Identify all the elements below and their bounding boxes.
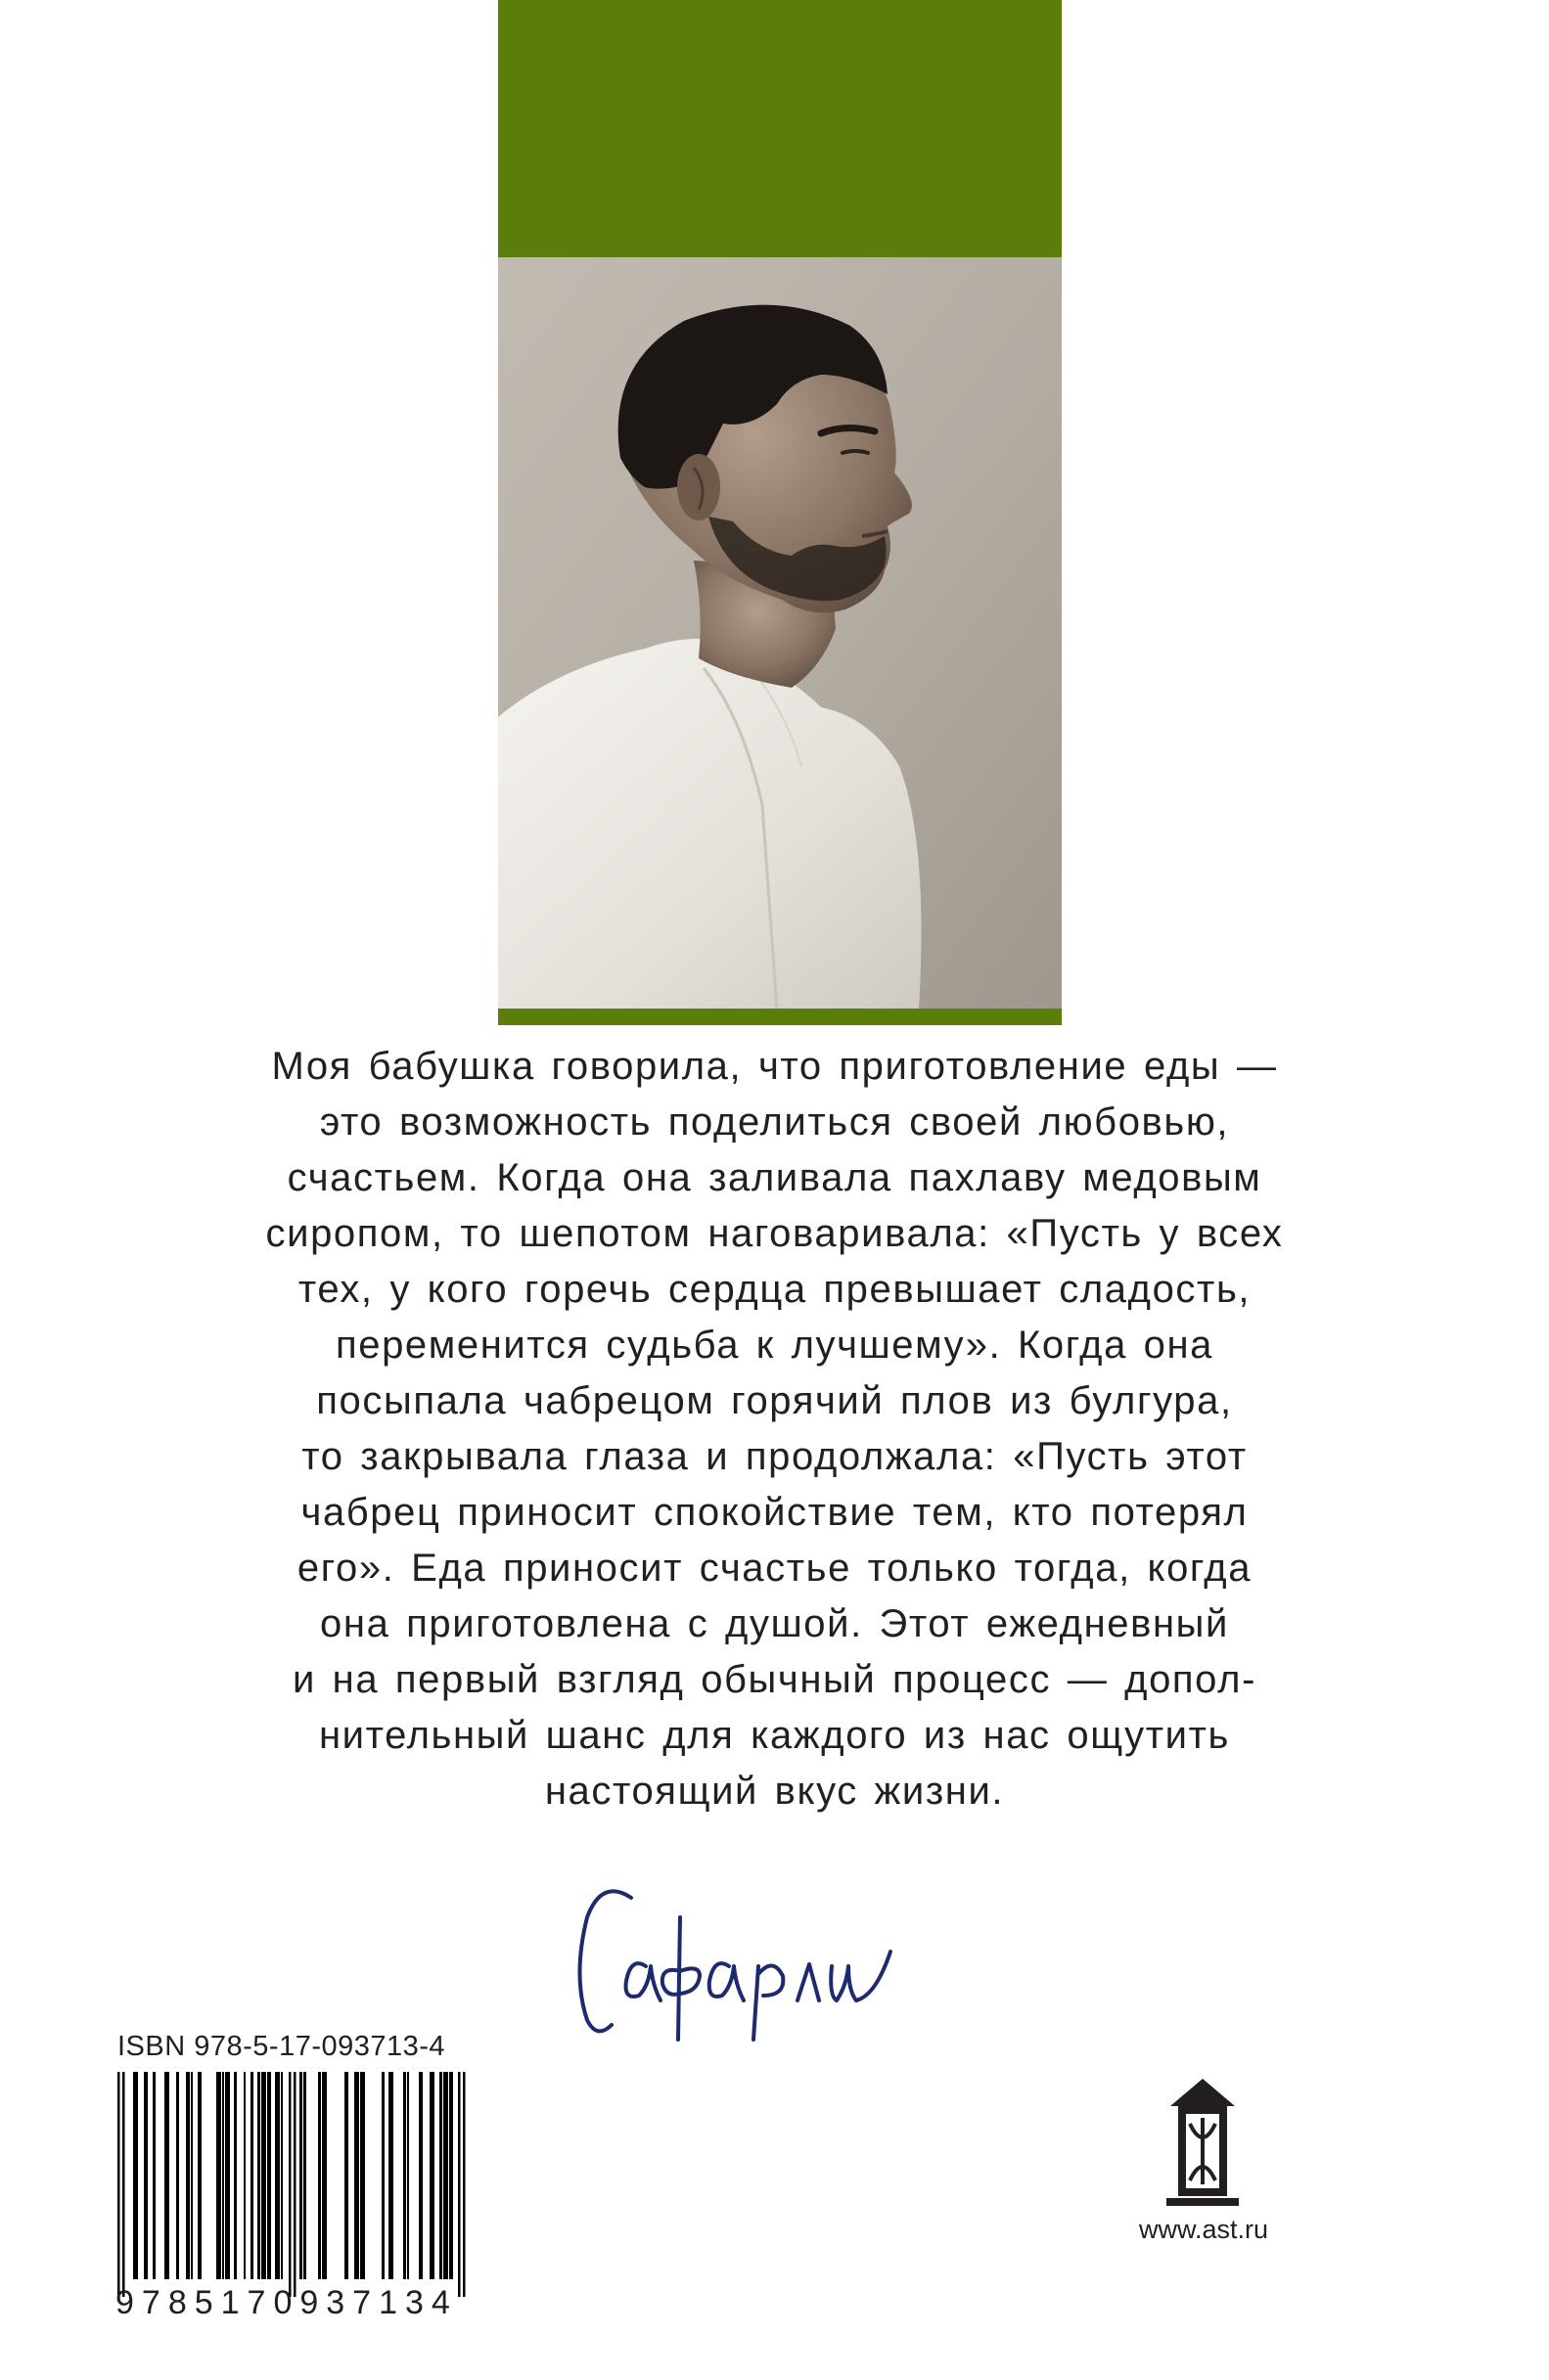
blurb-line: чабрец приносит спокойствие тем, кто потерял <box>300 1491 1249 1534</box>
blurb-line: посыпала чабрецом горячий плов из булгура, <box>316 1379 1233 1422</box>
back-cover-blurb <box>117 1039 1432 1819</box>
blurb-line: сиропом, то шепотом наговаривала: «Пусть у всех <box>265 1212 1284 1255</box>
blurb-line: то закрывала глаза и продолжала: «Пусть этот <box>301 1435 1248 1478</box>
blurb-line: она приготовлена с душой. Этот ежедневный <box>320 1602 1229 1645</box>
blurb-line: Моя бабушка говорила, что приготовление еды — <box>271 1045 1278 1088</box>
isbn-label: ISBN 978-5-17-093713-4 <box>117 2031 446 2062</box>
blurb-line: его». Еда приносит счастье только тогда, когда <box>296 1547 1253 1590</box>
barcode-digits: 9785170937134 <box>115 2284 458 2321</box>
bottom-green-strip <box>498 1009 1062 1025</box>
author-portrait <box>498 257 1062 1009</box>
blurb-line: счастьем. Когда она заливала пахлаву медовым <box>287 1156 1262 1199</box>
blurb-line: тех, у кого горечь сердца превышает сладость, <box>297 1268 1252 1311</box>
isbn-barcode <box>117 2072 466 2297</box>
blurb-line: это возможность поделиться своей любовью, <box>319 1100 1230 1144</box>
top-green-block <box>498 0 1062 257</box>
blurb-line: настоящий вкус жизни. <box>544 1770 1005 1813</box>
author-signature <box>563 1859 915 2054</box>
blurb-line: нительный шанс для каждого из нас ощутить <box>318 1714 1230 1757</box>
blurb-line: и на первый взгляд обычный процесс — допол- <box>292 1658 1257 1701</box>
blurb-line: переменится судьба к лучшему». Когда она <box>335 1324 1214 1367</box>
publisher-website: www.ast.ru <box>1138 2215 1269 2244</box>
lantern-logo-icon <box>1164 2079 1241 2227</box>
